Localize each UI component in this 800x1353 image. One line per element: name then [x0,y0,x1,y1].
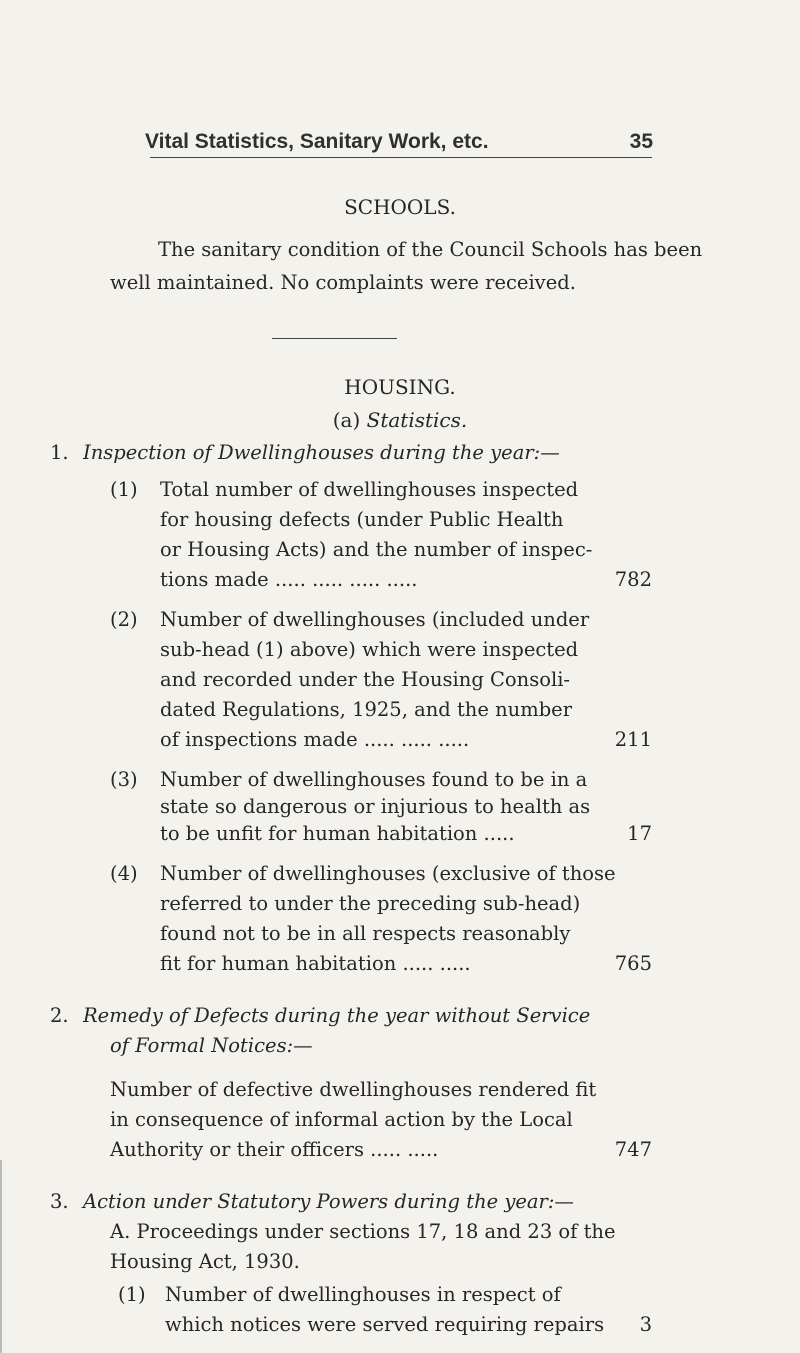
item-3-line-1: Number of dwellinghouses found to be in a [160,768,588,791]
item-4-line-2: referred to under the preceding sub-head) [160,892,581,915]
item-2-line-4: dated Regulations, 1925, and the number [160,698,573,721]
item-1-line-3: or Housing Acts) and the number of inspec- [160,538,593,561]
page-edge-mark [0,1160,2,1353]
schools-heading: SCHOOLS. [344,195,456,219]
item-2-line-2: sub-head (1) above) which were inspected [160,638,579,661]
page-number: 35 [629,130,653,153]
item-2-number: (2) [110,608,138,631]
item-1-line-4: tions made ..... ..... ..... ..... [160,568,418,591]
section-3-number: 3. [50,1190,69,1213]
section-1-number: 1. [50,441,69,464]
item-4-number: (4) [110,862,138,885]
header-rule [150,157,652,158]
section-2-number: 2. [50,1004,69,1027]
page-header [0,130,800,160]
section-1-title: Inspection of Dwellinghouses during the year:— [83,441,560,464]
section-2-value: 747 [614,1138,652,1161]
section-3-value: 3 [639,1313,652,1336]
housing-heading: HOUSING. [344,375,456,399]
item-2-line-5: of inspections made ..... ..... ..... [160,728,470,751]
item-1-number: (1) [110,478,138,501]
subheading-text: Statistics. [366,408,468,432]
item-4-line-1: Number of dwellinghouses (exclusive of those [160,862,616,885]
item-3-number: (3) [110,768,138,791]
section-2-line-3: Authority or their officers ..... ..... [110,1138,439,1161]
section-3-title: Action under Statutory Powers during the year:— [83,1190,574,1213]
item-2-value: 211 [614,728,652,751]
item-4-line-3: found not to be in all respects reasonably [160,922,571,945]
section-2-title-line-1: Remedy of Defects during the year without Service [83,1004,591,1027]
section-3a-line-2: Housing Act, 1930. [110,1250,300,1273]
housing-subheading [0,408,800,432]
item-2-line-1: Number of dwellinghouses (included under [160,608,590,631]
section-3a-line-1: A. Proceedings under sections 17, 18 and 23 of the [110,1220,616,1243]
item-4-value: 765 [614,952,652,975]
section-3-item-number: (1) [118,1283,146,1306]
section-3-item-line-2: which notices were served requiring repairs [165,1313,605,1336]
subheading-letter: (a) [332,408,361,432]
item-3-value: 17 [627,822,652,845]
section-2-title-line-2: of Formal Notices:— [110,1034,313,1057]
section-3-item-line-1: Number of dwellinghouses in respect of [165,1283,561,1306]
section-2-line-2: in consequence of informal action by the Local [110,1108,573,1131]
item-1-line-1: Total number of dwellinghouses inspected [160,478,579,501]
item-1-line-2: for housing defects (under Public Health [160,508,564,531]
schools-text-line-1: The sanitary condition of the Council Schools has been [158,238,703,261]
section-separator [272,338,397,339]
schools-text-line-2: well maintained. No complaints were received. [110,271,576,294]
running-title: Vital Statistics, Sanitary Work, etc. [145,130,489,153]
item-3-line-3: to be unfit for human habitation ..... [160,822,515,845]
section-2-line-1: Number of defective dwellinghouses rendered fit [110,1078,597,1101]
item-4-line-4: fit for human habitation ..... ..... [160,952,471,975]
item-3-line-2: state so dangerous or injurious to health as [160,795,591,818]
item-1-value: 782 [614,568,652,591]
item-2-line-3: and recorded under the Housing Consoli- [160,668,571,691]
